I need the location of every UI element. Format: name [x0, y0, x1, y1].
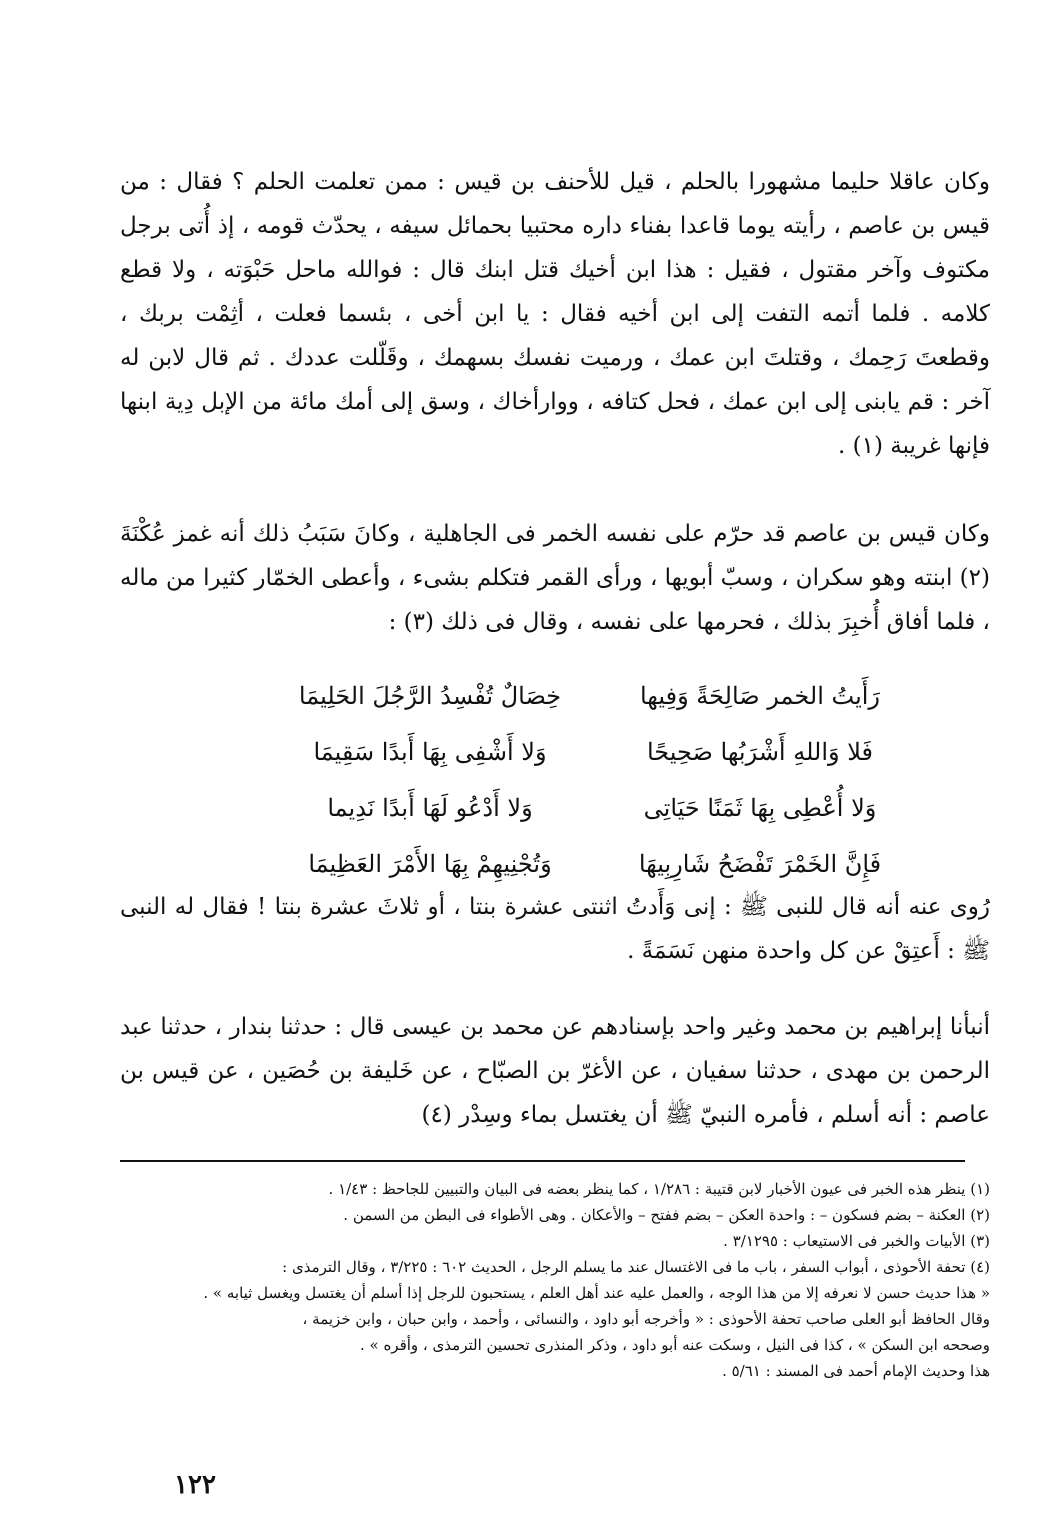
footnote-line: « هذا حديث حسن لا نعرفه إلا من هذا الوجه ، والعمل عليه عند أهل العلم ، يستحبون للرجل إذا أسلم أن يغتسل ويغسل ثيابه » . — [203, 1284, 990, 1302]
verse-second-hemistich: وَتُجْنِيهِمْ بِهَا الأَمْرَ العَظِيمَا — [308, 850, 552, 878]
verse-first-hemistich: وَلا أُعْطِى بِهَا ثَمَنًا حَيَاتِى — [643, 794, 877, 822]
footnote-line: (٢) العكنة – بضم فسكون – : واحدة العكن – بضم ففتح – والأعكان . وهى الأطواء فى البطن من السمن . — [343, 1206, 990, 1224]
footnote-divider — [120, 1160, 965, 1162]
footnote-line: (٣) الأبيات والخبر فى الاستيعاب : ٣/١٢٩٥ . — [723, 1232, 990, 1250]
poem-verse — [285, 668, 905, 724]
poem — [285, 668, 905, 892]
footnote-line: هذا وحديث الإمام أحمد فى المسند : ٥/٦١ . — [722, 1362, 990, 1380]
footnote-line: (٤) تحفة الأحوذى ، أبواب السفر ، باب ما فى الاغتسال عند ما يسلم الرجل ، الحديث ٦٠٢ : ٣/٢٢٥ ، وقال الترمذى : — [282, 1258, 990, 1276]
paragraph-ahnaf-story: وكان عاقلا حليما مشهورا بالحلم ، قيل للأحنف بن قيس : ممن تعلمت الحلم ؟ فقال : من قيس بن عاصم ، رأيته يوما قاعدا بفناء داره محتبيا بحمائل سيفه ، يحدّث قومه ، إذ أُتى برجل مكتوف وآخر مقتول ، فقيل : هذا ابن أخيك قتل ابنك قال : فوالله ماحل حَبْوَته ، ولا قطع كلامه . فلما أتمه التفت إلى ابن أخيه فقال : يا ابن أخى ، بئسما فعلت ، أثِمْت بربك ، وقطعتَ رَحِمك ، وقتلتَ ابن عمك ، ورميت نفسك بسهمك ، وقَلّلت عددك . ثم قال لابن له آخر : قم يابنى إلى ابن عمك ، فحل كتافه ، ووارأخاك ، وسق إلى أمك مائة من الإبل دِية ابنها فإنها غريبة (١) . — [120, 169, 990, 459]
poem-verse — [285, 724, 905, 780]
paragraph-daughters-hadith: رُوى عنه أنه قال للنبى ﷺ : إنى وَأَدتُ اثنتى عشرة بنتا ، أو ثلاثَ عشرة بنتا ! فقال له النبى ﷺ : أَعتِقْ عن كل واحدة منهن نَسَمَةً . — [120, 894, 990, 964]
footnote-line: (١) ينظر هذه الخبر فى عيون الأخبار لابن قتيبة : ١/٢٨٦ ، كما ينظر بعضه فى البيان والتبيين للجاحظ : ١/٤٣ . — [328, 1180, 990, 1198]
footnote-line: وصححه ابن السكن » ، كذا فى النيل ، وسكت عنه أبو داود ، وذكر المنذرى تحسين الترمذى ، وأقره » . — [359, 1336, 990, 1354]
paragraph-isnad: أنبأنا إبراهيم بن محمد وغير واحد بإسنادهم عن محمد بن عيسى قال : حدثنا بندار ، حدثنا عبد الرحمن بن مهدى ، حدثنا سفيان ، عن الأغرّ بن الصبّاح ، عن خَليفة بن حُصَين ، عن قيس بن عاصم : أنه أسلم ، فأمره النبيّ ﷺ أن يغتسل بماء وسِدْر (٤) — [120, 1014, 990, 1128]
verse-first-hemistich: فَلا وَاللهِ أَشْرَبُها صَحِيحًا — [646, 738, 874, 766]
verse-second-hemistich: خِصَالٌ تُفْسِدُ الرَّجُلَ الحَلِيمَا — [298, 682, 562, 710]
verse-first-hemistich: فَإِنَّ الخَمْرَ تَفْضَحُ شَارِبِيهَا — [638, 850, 882, 878]
verse-second-hemistich: وَلا أَدْعُو لَهَا أَبدًا نَدِيما — [327, 794, 533, 822]
paragraph-wine-story: وكان قيس بن عاصم قد حرّم على نفسه الخمر فى الجاهلية ، وكانَ سَبَبُ ذلك أنه غمز عُكْنَةَ (٢) ابنته وهو سكران ، وسبّ أبويها ، ورأى القمر فتكلم بشىء ، وأعطى الخمّار كثيرا من ماله ، فلما أفاق أُخبِرَ بذلك ، فحرمها على نفسه ، وقال فى ذلك (٣) : — [120, 521, 990, 635]
page-number: ١٢٢ — [174, 1470, 216, 1500]
poem-verse — [285, 836, 905, 892]
verse-first-hemistich: رَأَيتُ الخمر صَالِحَةً وَفِيها — [639, 682, 881, 710]
footnote-line: وقال الحافظ أبو العلى صاحب تحفة الأحوذى : « وأخرجه أبو داود ، والنسائى ، وأحمد ، وابن حبان ، وابن خزيمة ، — [302, 1310, 990, 1328]
footnotes — [150, 1176, 990, 1384]
verse-second-hemistich: وَلا أَشْفِى بِهَا أَبدًا سَقِيمَا — [313, 738, 547, 766]
poem-verse — [285, 780, 905, 836]
